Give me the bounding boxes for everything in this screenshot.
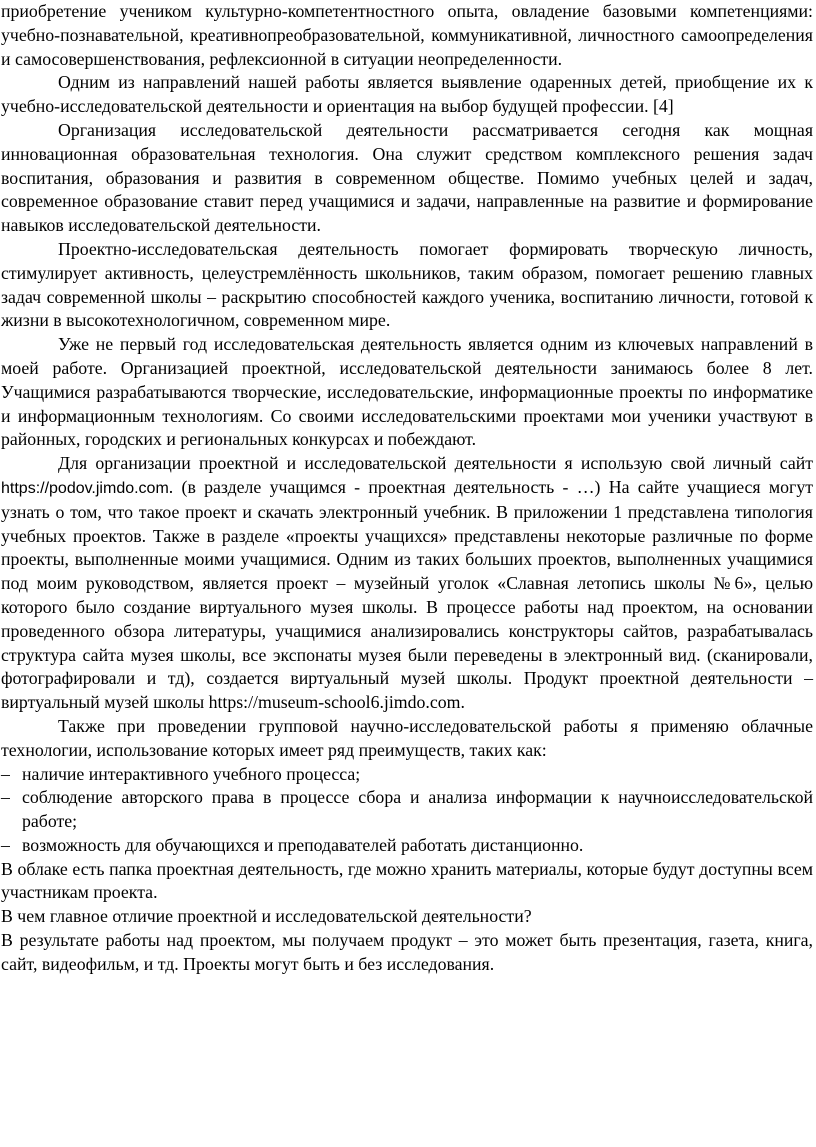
paragraph-project-research-activity: Проектно-исследовательская деятельность помогает формировать творческую личность, стимулирует активность, целеустремлённость школьников, таким образом, помогает решению главных задач современной школы – раскрытию способностей каждого ученика, воспитанию личности, готовой к жизни в высокотехнологичном, современном мире. bbox=[1, 238, 813, 331]
list-item-text: соблюдение авторского права в процессе сбора и анализа информации к научноисследовательской работе; bbox=[22, 787, 813, 832]
list-item bbox=[1, 763, 813, 787]
paragraph-cloud-technologies: Также при проведении групповой научно-исследовательской работы я применяю облачные технологии, использование которых имеет ряд преимуществ, таких как: bbox=[1, 715, 813, 760]
paragraph-question: В чем главное отличие проектной и исследовательской деятельности? bbox=[1, 906, 532, 927]
paragraph-research-organization: Организация исследовательской деятельности рассматривается сегодня как мощная инновационная образовательная технология. Она служит средством комплексного решения задач воспитания, образования и развития в современном обществе. Помимо учебных целей и задач, современное образование ставит перед учащимися и задачи, направленные на развитие и формирование навыков исследовательской деятельности. bbox=[1, 119, 813, 236]
paragraph-cloud-folder: В облаке есть папка проектная деятельность, где можно хранить материалы, которые будут доступны всем участникам проекта. bbox=[1, 858, 813, 903]
paragraph-project-result: В результате работы над проектом, мы получаем продукт – это может быть презентация, газета, книга, сайт, видеофильм, и тд. Проекты могут быть и без исследования. bbox=[1, 930, 813, 974]
list-item bbox=[1, 834, 813, 858]
list-item bbox=[1, 786, 813, 834]
list-dash: – bbox=[1, 787, 10, 808]
paragraph-gifted-children: Одним из направлений нашей работы является выявление одаренных детей, приобщение их к учебно-исследовательской деятельности и ориентация на выбор будущей профессии. [4] bbox=[1, 72, 813, 117]
advantages-list bbox=[1, 763, 813, 858]
paragraph-personal-site bbox=[1, 452, 813, 715]
list-item-text: возможность для обучающихся и преподавателей работать дистанционно. bbox=[22, 834, 584, 855]
personal-site-link[interactable]: https://podov.jimdo.com bbox=[1, 479, 169, 497]
paragraph-personal-site-text-1: Для организации проектной и исследовательской деятельности я использую свой личный сайт bbox=[58, 453, 813, 474]
paragraph-competencies: приобретение учеником культурно-компетентностного опыта, овладение базовыми компетенциями: учебно-познавательной, креативнопреобразовательной, коммуникативной, личностного самоопределения и самосовершенствования, рефлексионной в ситуации неопределенности. bbox=[1, 1, 813, 69]
paragraph-research-experience: Уже не первый год исследовательская деятельность является одним из ключевых направлений в моей работе. Организацией проектной, исследовательской деятельности занимаюсь более 8 лет. Учащимися разрабатываются творческие, исследовательские, информационные проекты по информатике и информационным технологиям. Со своими исследовательскими проектами мои ученики участвуют в районных, городских и региональных конкурсах и побеждают. bbox=[1, 334, 813, 450]
paragraph-personal-site-text-2: . (в разделе учащимся - проектная деятельность - …) На сайте учащиеся могут узнать о том, что такое проект и скачать электронный учебник. В приложении 1 представлена типология учебных проектов. Также в разделе «проекты учащихся» представлены некоторые различные по форме проекты, выполненные моими учащимися. Одним из таких больших проектов, выполненных учащимися под моим руководством, является проект – музейный уголок «Славная летопись школы №6», целью которого было создание виртуального музея школы. В процессе работы над проектом, на основании проведенного обзора литературы, учащимися анализировались конструкторы сайтов, разрабатывалась структура сайта музея школы, все экспонаты музея были переведены в электронный вид. (сканировали, фотографировали и тд), создается виртуальный музей школы. Продукт проектной деятельности – виртуальный музей школы https://museum-school6.jimdo.com. bbox=[1, 476, 813, 713]
list-dash: – bbox=[1, 834, 10, 855]
list-dash: – bbox=[1, 763, 10, 784]
list-item-text: наличие интерактивного учебного процесса; bbox=[22, 763, 361, 784]
